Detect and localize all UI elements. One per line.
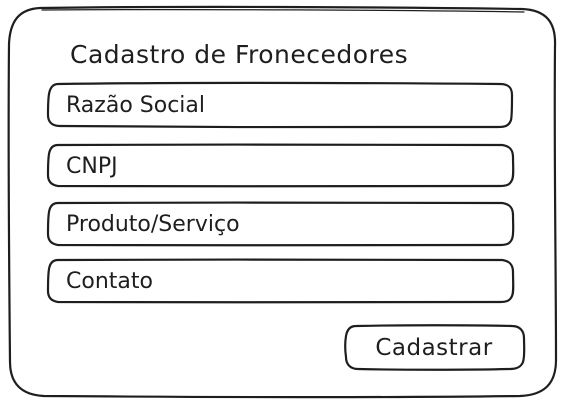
razao-social-field[interactable] [50,85,510,125]
contato-field[interactable] [50,261,510,301]
produto-servico-field[interactable] [50,204,510,244]
contato-label: Contato [66,268,153,294]
produto-servico-label: Produto/Serviço [66,211,240,237]
cadastrar-button-label: Cadastrar [375,335,493,361]
form-title: Cadastro de Fronecedores [70,40,409,69]
cadastrar-button[interactable] [345,326,523,370]
razao-social-label: Razão Social [66,92,205,118]
cnpj-label: CNPJ [66,153,118,179]
cnpj-field[interactable] [50,146,510,186]
